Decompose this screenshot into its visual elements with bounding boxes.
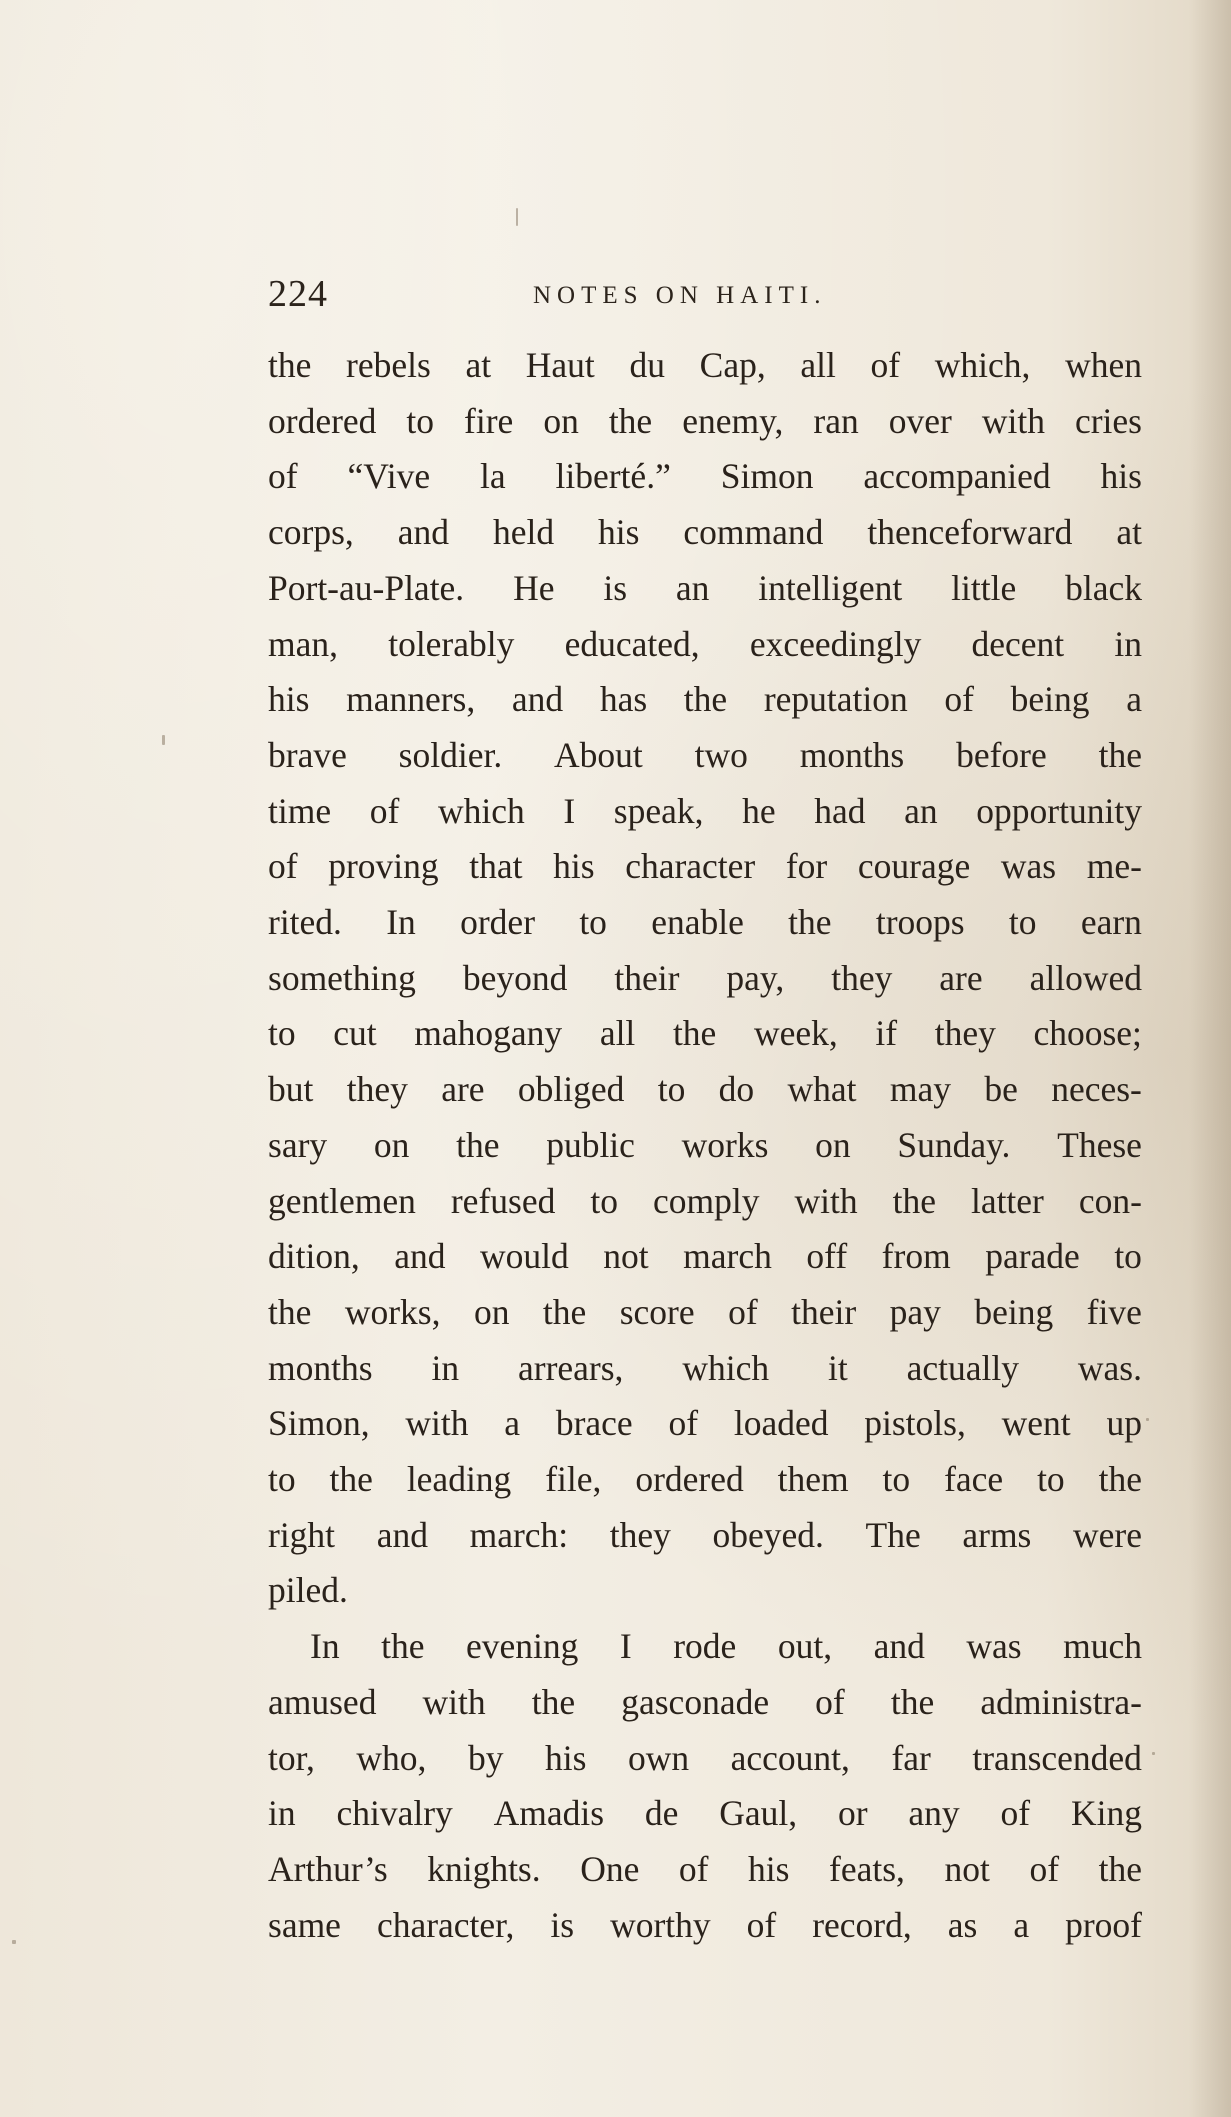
paper-speck	[1146, 1418, 1149, 1421]
text-line: tor, who, by his own account, far transcended	[268, 1737, 1142, 1778]
text-line: time of which I speak, he had an opportunity	[268, 790, 1142, 831]
text-line: amused with the gasconade of the administra-	[268, 1681, 1142, 1722]
text-line: dition, and would not march off from parade to	[268, 1236, 1142, 1277]
text-line: the rebels at Haut du Cap, all of which, when	[268, 345, 1142, 385]
running-head: NOTES ON HAITI.	[533, 282, 827, 309]
text-line: piled.	[268, 1570, 348, 1611]
page-edge-shadow	[1189, 0, 1231, 2117]
text-line: the works, on the score of their pay being five	[268, 1291, 1142, 1332]
page-number: 224	[268, 273, 328, 315]
text-line: man, tolerably educated, exceedingly decent in	[268, 623, 1142, 664]
text-line: of proving that his character for courage was me-	[268, 846, 1142, 887]
text-line: ordered to fire on the enemy, ran over with cries	[268, 400, 1142, 441]
text-line: right and march: they obeyed. The arms were	[268, 1514, 1142, 1555]
text-line: same character, is worthy of record, as a proof	[268, 1904, 1142, 1945]
paper-speck	[12, 1940, 16, 1944]
body-text	[268, 338, 1142, 1953]
text-line: corps, and held his command thenceforward at	[268, 512, 1142, 553]
page-header	[268, 272, 1138, 322]
text-line: Port-au-Plate. He is an intelligent little black	[268, 567, 1142, 608]
text-line: brave soldier. About two months before the	[268, 734, 1142, 775]
paragraph-first-line: In the evening I rode out, and was much	[310, 1626, 1142, 1667]
paper-speck	[162, 735, 165, 745]
text-line: Arthur’s knights. One of his feats, not of the	[268, 1848, 1142, 1889]
text-line: of “Vive la liberté.” Simon accompanied his	[268, 456, 1142, 497]
text-line: to the leading file, ordered them to face to the	[268, 1459, 1142, 1500]
text-line: months in arrears, which it actually was.	[268, 1347, 1142, 1388]
paper-speck	[1152, 1752, 1155, 1755]
text-line: something beyond their pay, they are allowed	[268, 957, 1142, 998]
text-line: rited. In order to enable the troops to earn	[268, 902, 1142, 943]
text-line: gentlemen refused to comply with the latter con-	[268, 1180, 1142, 1221]
text-line: his manners, and has the reputation of being a	[268, 679, 1142, 720]
text-line: to cut mahogany all the week, if they choose;	[268, 1013, 1142, 1054]
text-line: sary on the public works on Sunday. These	[268, 1124, 1142, 1165]
text-line: Simon, with a brace of loaded pistols, went up	[268, 1403, 1142, 1444]
text-line: but they are obliged to do what may be neces-	[268, 1069, 1142, 1110]
text-line: in chivalry Amadis de Gaul, or any of King	[268, 1793, 1142, 1834]
paper-speck	[516, 208, 518, 226]
